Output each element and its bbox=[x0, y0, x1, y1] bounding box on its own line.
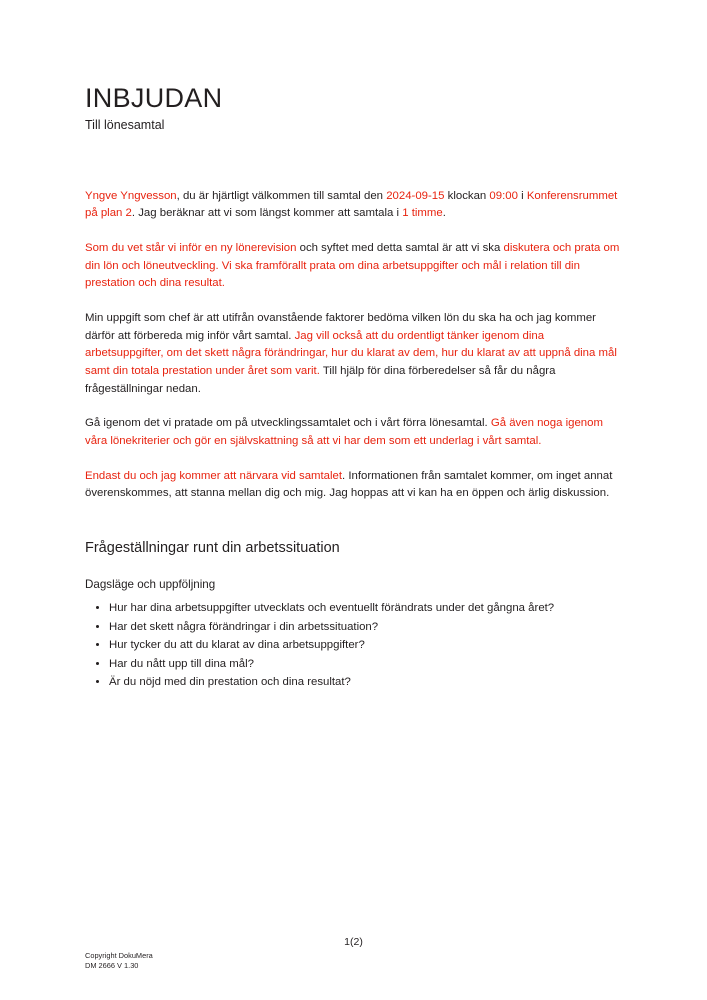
document-content bbox=[85, 0, 621, 691]
list-item: • Har det skett några förändringar i din arbetssituation? bbox=[109, 618, 621, 636]
page-subtitle: Till lönesamtal bbox=[85, 117, 165, 132]
paragraph-preparation bbox=[85, 415, 621, 450]
list-item: • Hur tycker du att du klarat av dina arbetsuppgifter? bbox=[109, 636, 621, 654]
paragraph3-text-1: Min uppgift som chef är att utifrån ovanstående faktorer bedöma vilken lön du ska ha och jag kommer därför att förbereda mig inför vårt samtal. bbox=[85, 312, 596, 342]
paragraph-confidentiality bbox=[85, 468, 621, 503]
section-heading: Frågeställningar runt din arbetssituation bbox=[85, 540, 340, 557]
paragraph2-text-3: diskutera och prata om din lön och löneutveckling. Vi ska framförallt prata om dina arbetsuppgifter och mål i relation till din prestation och dina resultat. bbox=[85, 242, 620, 290]
paragraph2-text-2: och syftet med detta samtal är att vi ska bbox=[296, 242, 504, 255]
paragraph-manager-task bbox=[85, 310, 621, 398]
meeting-duration: 1 timme bbox=[402, 207, 443, 220]
paragraph1-text-4: . Jag beräknar att vi som längst kommer att samtala i bbox=[131, 207, 403, 220]
paragraph3-text-3: Till hjälp för dina förberedelser så får du några frågeställningar nedan. bbox=[85, 365, 556, 395]
paragraph1-text-3: i bbox=[517, 189, 527, 202]
paragraph-purpose bbox=[85, 240, 621, 293]
meeting-time: 09:00 bbox=[489, 189, 518, 202]
page-number: 1(2) bbox=[344, 936, 363, 948]
footer bbox=[85, 951, 153, 972]
footer-doc-id: DM 2666 V 1.30 bbox=[85, 961, 139, 971]
paragraph1-text-1: , du är hjärtligt välkommen till samtal den bbox=[176, 189, 387, 202]
paragraph1-text-5: . bbox=[442, 207, 446, 220]
meeting-date: 2024-09-15 bbox=[386, 189, 445, 202]
question-list bbox=[85, 599, 621, 691]
page-title: INBJUDAN bbox=[85, 83, 223, 113]
footer-copyright: Copyright DokuMera bbox=[85, 950, 153, 960]
list-item: • Är du nöjd med din prestation och dina resultat? bbox=[109, 673, 621, 691]
meeting-location: Konferensrummet på plan 2 bbox=[85, 189, 618, 220]
paragraph5-text-1: Endast du och jag kommer att närvara vid samtalet bbox=[85, 469, 343, 482]
recipient-name: Yngve Yngvesson bbox=[85, 189, 177, 202]
list-item: • Har du nått upp till dina mål? bbox=[109, 655, 621, 673]
paragraph5-text-2: . Informationen från samtalet kommer, om inget annat överenskommes, att stanna mellan dig och mig. Jag hoppas att vi kan ha en öppen och ärlig diskussion. bbox=[85, 469, 613, 500]
paragraph4-text-1: Gå igenom det vi pratade om på utvecklingssamtalet och i vårt förra lönesamtal. bbox=[85, 417, 491, 430]
list-item: • Hur har dina arbetsuppgifter utvecklats och eventuellt förändrats under det gångna året? bbox=[109, 599, 621, 617]
paragraph4-text-2: Gå även noga igenom våra lönekriterier och gör en självskattning så att vi har dem som ett underlag i vårt samtal. bbox=[85, 417, 603, 448]
sub-heading: Dagsläge och uppföljning bbox=[85, 578, 216, 592]
paragraph1-text-2: klockan bbox=[444, 189, 490, 202]
paragraph2-text-1: Som du vet står vi inför en ny lönerevision bbox=[85, 242, 297, 255]
paragraph3-text-2: Jag vill också att du ordentligt tänker igenom dina arbetsuppgifter, om det skett några förändringar, hur du klarat av dem, hur du klarat av att uppnå dina mål samt din totala prestation under året som varit. bbox=[85, 329, 617, 378]
paragraph-invitation bbox=[85, 188, 621, 223]
